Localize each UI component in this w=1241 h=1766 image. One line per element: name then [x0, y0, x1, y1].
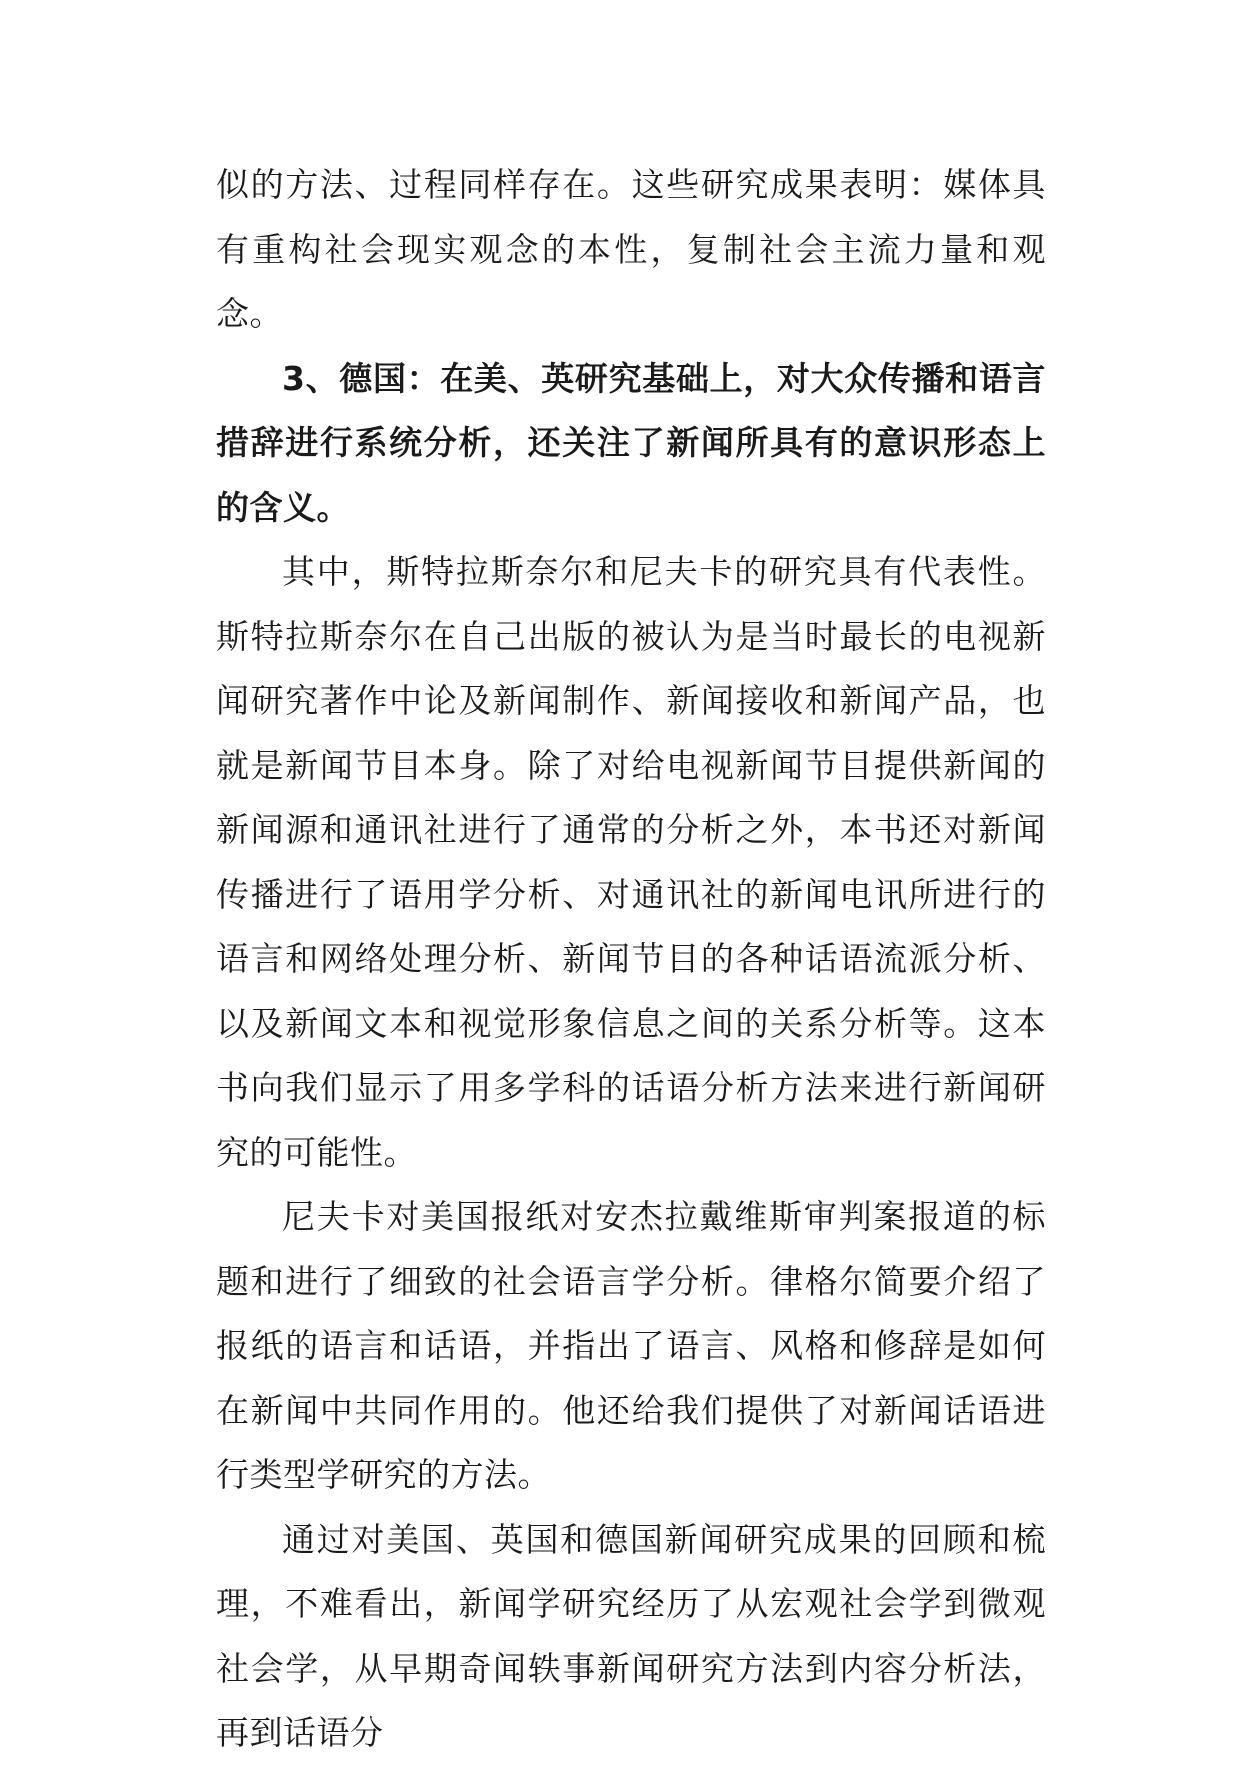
- paragraph-1: 似的方法、过程同样存在。这些研究成果表明：媒体具有重构社会现实观念的本性，复制社会主流力量和观念。: [216, 165, 1046, 333]
- document-body: [216, 153, 1046, 1766]
- paragraph-2: 其中，斯特拉斯奈尔和尼夫卡的研究具有代表性。斯特拉斯奈尔在自己出版的被认为是当时最长的电视新闻研究著作中论及新闻制作、新闻接收和新闻产品，也就是新闻节目本身。除了对给电视新闻节目提供新闻的新闻源和通讯社进行了通常的分析之外，本书还对新闻传播进行了语用学分析、对通讯社的新闻电讯所进行的语言和网络处理分析、新闻节目的各种话语流派分析、以及新闻文本和视觉形象信息之间的关系分析等。这本书向我们显示了用多学科的话语分析方法来进行新闻研究的可能性。: [216, 552, 1046, 1172]
- section-heading-germany: 3、德国：在美、英研究基础上，对大众传播和语言措辞进行系统分析，还关注了新闻所具有的意识形态上的含义。: [216, 358, 1046, 527]
- paragraph-3: 尼夫卡对美国报纸对安杰拉戴维斯审判案报道的标题和进行了细致的社会语言学分析。律格尔简要介绍了报纸的语言和话语，并指出了语言、风格和修辞是如何在新闻中共同作用的。他还给我们提供了对新闻话语进行类型学研究的方法。: [216, 1197, 1046, 1494]
- paragraph-4: 通过对美国、英国和德国新闻研究成果的回顾和梳理，不难看出，新闻学研究经历了从宏观社会学到微观社会学，从早期奇闻轶事新闻研究方法到内容分析法，再到话语分: [216, 1519, 1046, 1752]
